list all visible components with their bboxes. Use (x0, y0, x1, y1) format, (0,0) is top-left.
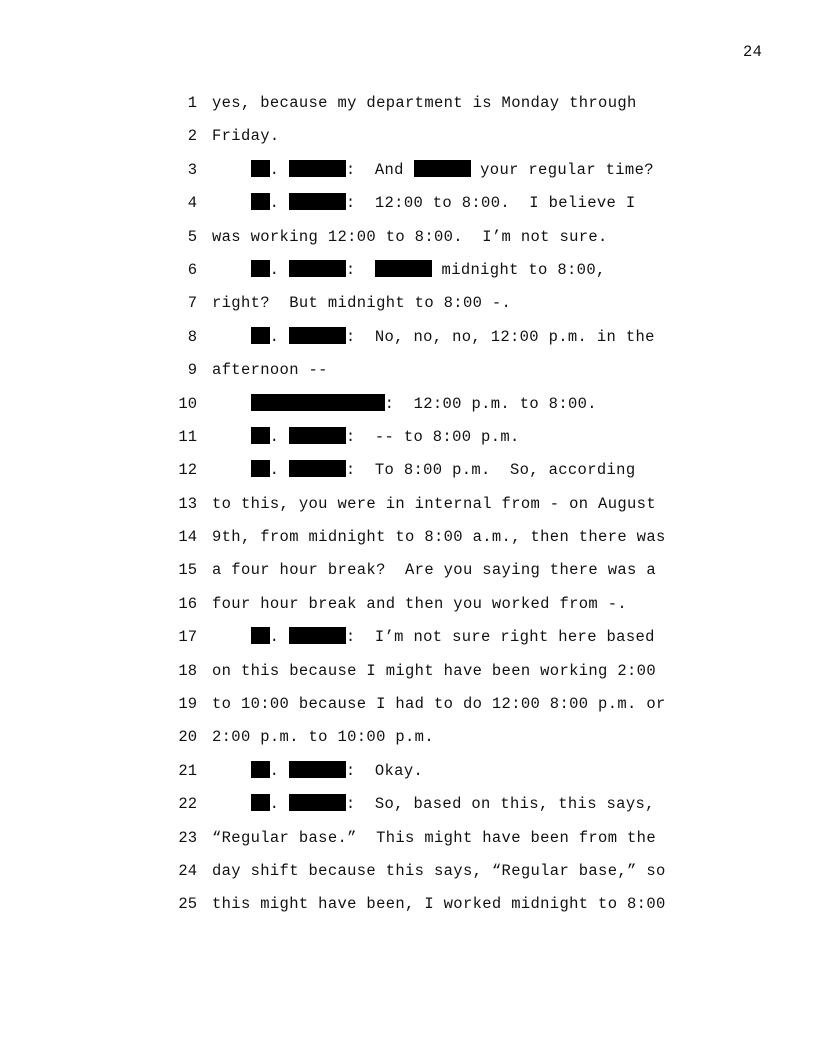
transcript-line (0, 160, 816, 193)
line-number: 13 (178, 494, 197, 513)
line-number: 4 (187, 194, 197, 213)
transcript-line (0, 494, 816, 527)
transcript-line (0, 394, 816, 427)
line-text: 2:00 p.m. to 10:00 p.m. (212, 728, 434, 747)
redaction-box (289, 160, 346, 177)
line-number: 5 (187, 227, 197, 246)
transcript-line (0, 260, 816, 293)
line-text: . : Okay. (212, 761, 423, 781)
redaction-box (251, 794, 270, 811)
transcript-body (0, 93, 816, 928)
line-number: 8 (187, 327, 197, 346)
line-text: : 12:00 p.m. to 8:00. (212, 394, 597, 414)
line-text: Friday. (212, 127, 280, 146)
redaction-box (251, 193, 270, 210)
line-text: . : To 8:00 p.m. So, according (212, 460, 635, 480)
line-text: “Regular base.” This might have been from the (212, 828, 656, 847)
line-number: 23 (178, 828, 197, 847)
line-number: 12 (178, 461, 197, 480)
redaction-box (251, 160, 270, 177)
line-number: 18 (178, 661, 197, 680)
redaction-box (289, 193, 346, 210)
transcript-line (0, 761, 816, 794)
transcript-line (0, 727, 816, 760)
redaction-box (251, 627, 270, 644)
line-text: was working 12:00 to 8:00. I’m not sure. (212, 227, 608, 246)
line-number: 20 (178, 728, 197, 747)
redaction-box (289, 794, 346, 811)
redaction-box (289, 260, 346, 277)
line-text: right? But midnight to 8:00 -. (212, 294, 512, 313)
line-number: 24 (178, 861, 197, 880)
line-text: . : And your regular time? (212, 160, 654, 180)
line-text: . : 12:00 to 8:00. I believe I (212, 193, 635, 213)
line-text: this might have been, I worked midnight to 8:00 (212, 895, 666, 914)
page-number: 24 (743, 43, 763, 61)
transcript-line (0, 126, 816, 159)
transcript-line (0, 894, 816, 927)
line-text: day shift because this says, “Regular base,” so (212, 861, 666, 880)
redaction-box (289, 627, 346, 644)
line-number: 25 (178, 895, 197, 914)
line-number: 21 (178, 761, 197, 780)
line-text: four hour break and then you worked from -. (212, 594, 628, 613)
line-text: yes, because my department is Monday through (212, 94, 637, 112)
transcript-line (0, 661, 816, 694)
redaction-box (251, 260, 270, 277)
line-number: 10 (178, 394, 197, 413)
line-text: afternoon -- (212, 361, 328, 380)
line-number: 16 (178, 594, 197, 613)
line-text: . : No, no, no, 12:00 p.m. in the (212, 327, 655, 347)
line-text: . : So, based on this, this says, (212, 794, 655, 814)
line-number: 3 (187, 160, 197, 179)
line-number: 7 (187, 294, 197, 313)
transcript-line (0, 694, 816, 727)
line-text: a four hour break? Are you saying there was a (212, 561, 656, 580)
line-text: 9th, from midnight to 8:00 a.m., then there was (212, 528, 666, 547)
transcript-line (0, 327, 816, 360)
line-text: . : I’m not sure right here based (212, 627, 655, 647)
transcript-line (0, 527, 816, 560)
transcript-line (0, 193, 816, 226)
transcript-line (0, 828, 816, 861)
transcript-line (0, 560, 816, 593)
line-text: on this because I might have been working 2:00 (212, 661, 656, 680)
line-number: 17 (178, 628, 197, 647)
redaction-box (289, 327, 346, 344)
redaction-box (289, 761, 346, 778)
line-number: 14 (178, 528, 197, 547)
line-number: 2 (187, 127, 197, 146)
redaction-box (251, 327, 270, 344)
line-number: 11 (178, 427, 197, 446)
line-number: 1 (187, 94, 197, 112)
transcript-line (0, 293, 816, 326)
line-number: 9 (187, 361, 197, 380)
transcript-line (0, 93, 816, 126)
redaction-box (375, 260, 432, 277)
redaction-box (289, 460, 346, 477)
line-number: 6 (187, 260, 197, 279)
transcript-line (0, 427, 816, 460)
redaction-box (251, 427, 270, 444)
line-text: . : midnight to 8:00, (212, 260, 606, 280)
transcript-line (0, 460, 816, 493)
line-text: . : -- to 8:00 p.m. (212, 427, 520, 447)
redaction-box (414, 160, 471, 177)
transcript-line (0, 627, 816, 660)
line-number: 19 (178, 695, 197, 714)
transcript-line (0, 360, 816, 393)
line-text: to this, you were in internal from - on August (212, 494, 656, 513)
transcript-line (0, 794, 816, 827)
redaction-box (251, 394, 385, 411)
transcript-line (0, 227, 816, 260)
line-number: 22 (178, 795, 197, 814)
redaction-box (251, 460, 270, 477)
transcript-line (0, 594, 816, 627)
transcript-line (0, 861, 816, 894)
redaction-box (289, 427, 346, 444)
redaction-box (251, 761, 270, 778)
line-text: to 10:00 because I had to do 12:00 8:00 p.m. or (212, 695, 666, 714)
line-number: 15 (178, 561, 197, 580)
